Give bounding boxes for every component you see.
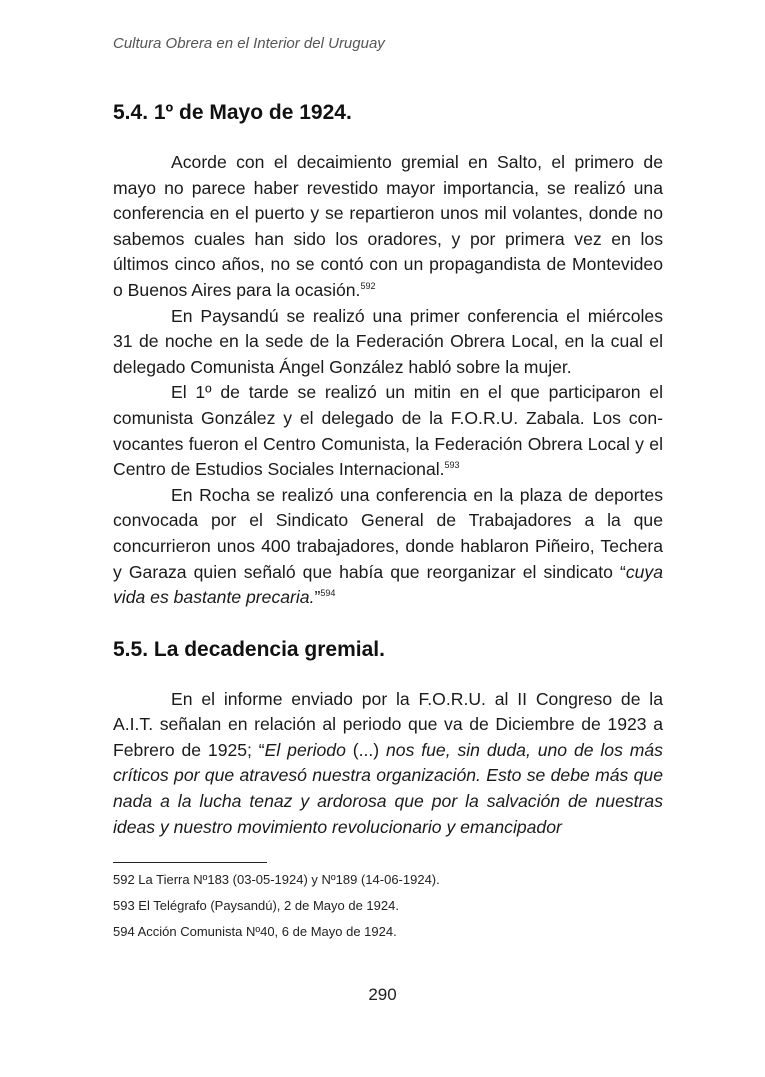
paragraph [113,304,663,381]
paragraph-text: El 1º de tarde se realizó un mitin en el que participaron el comunista González y el delegado de la F.O.R.U. Zabala. Los convocantes fueron el Centro Comunista, la Federación Obrera Local y el Centro de Estudios Sociales Internacional. [113,382,663,480]
paragraph [113,483,663,611]
closing-quote: ” [314,587,321,608]
paragraph-text: Acorde con el decaimiento gremial en Salto, el primero de mayo no parece haber revestido mayor importancia, se realizó una conferencia en el puerto y se repartieron unos mil volantes, donde no sabemos cuales han sido los oradores, y por primera vez en los últimos cinco años, no se contó con un propagandista de Montevideo o Buenos Aires para la ocasión. [113,152,663,300]
footnote-ref: 593 [444,460,460,471]
section-heading-5-5: 5.5. La decadencia gremial. [113,637,385,661]
footnote: 593 El Telégrafo (Paysandú), 2 de Mayo de 1924. [113,898,399,913]
paragraph-text: En Rocha se realizó una conferencia en la plaza de deportes convocada por el Sindicato General de Trabajadores a la que concurrieron unos 400 trabajadores, donde hablaron Piñeiro, Techera y Garaza quien señaló que había que reorganizar el sindicato “ [113,484,663,582]
footnote: 592 La Tierra Nº183 (03-05-1924) y Nº189 (14-06-1924). [113,872,440,887]
footnotes [113,867,673,945]
main-text [113,98,663,840]
quoted-italic-text: El periodo [264,739,346,760]
footnote-ref: 592 [360,281,376,292]
paragraph-text: En Paysandú se realizó una primer conferencia el miércoles 31 de noche en la sede de la Federación Obrera Local, en la cual el delegado Comunista Ángel González habló sobre la mujer. [113,305,663,377]
section-heading-5-4: 5.4. 1º de Mayo de 1924. [113,101,352,124]
footnote-ref: 594 [320,588,336,599]
footnote-separator [113,862,267,863]
paragraph [113,687,663,841]
quoted-italic-text: nos fue, sin duda, uno de los más críticos por que atravesó nuestra organización. Esto se debe más que nada a la lucha tenaz y ardorosa que por la salvación de nuestras ideas y nuestro movimiento revolucionario y emancipador [113,739,663,837]
paragraph [113,380,663,482]
page-number: 290 [368,985,397,1004]
paragraph [113,150,663,304]
running-header: Cultura Obrera en el Interior del Uruguay [113,35,385,52]
quoted-italic-text: cuya vida es bastante precaria. [113,561,663,608]
footnote: 594 Acción Comunista Nº40, 6 de Mayo de 1924. [113,924,397,939]
paragraph-text: En el informe enviado por la F.O.R.U. al II Congreso de la A.I.T. señalan en relación al periodo que va de Diciembre de 1923 a Febrero de 1925; “ [113,688,663,760]
paragraph-text: (...) [345,739,387,760]
